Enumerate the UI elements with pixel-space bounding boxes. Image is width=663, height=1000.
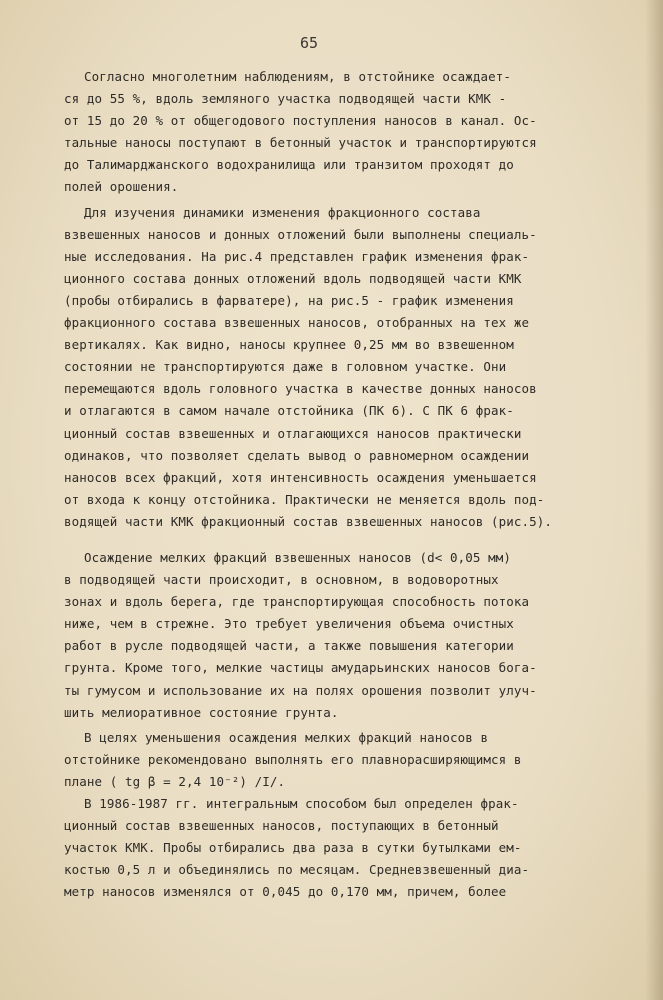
paragraph-1	[64, 66, 624, 199]
text-line: (пробы отбирались в фарватере), на рис.5 - график изменения	[64, 292, 514, 308]
text-line: участок КМК. Пробы отбирались два раза в сутки бутылками ем-	[64, 840, 522, 856]
text-line: ционный состав взвешенных наносов, поступающих в бетонный	[64, 818, 499, 834]
text-line: Согласно многолетним наблюдениям, в отстойнике осаждает-	[84, 69, 512, 84]
text-line: Для изучения динамики изменения фракционного состава	[84, 204, 481, 220]
body-text	[64, 66, 624, 903]
text-line: Осаждение мелких фракций взвешенных наносов (d< 0,05 мм)	[84, 549, 512, 565]
text-line: отстойнике рекомендовано выполнять его плавнорасширяющимся в	[64, 751, 522, 767]
text-line: костью 0,5 л и объединялись по месяцам. Средневзвешенный диа-	[64, 862, 530, 878]
text-line: одинаков, что позволяет сделать вывод о равномерном осаждении	[64, 447, 530, 463]
text-line: фракционного состава взвешенных наносов, отобранных на тех же	[64, 315, 530, 331]
text-line: грунта. Кроме того, мелкие частицы амударьинских наносов бога-	[64, 660, 537, 676]
page-number: 65	[300, 34, 319, 52]
paragraph-2	[64, 202, 624, 533]
text-line: метр наносов изменялся от 0,045 до 0,170 мм, причем, более	[64, 884, 507, 900]
text-line: взвешенных наносов и донных отложений были выполнены специаль-	[64, 226, 537, 242]
paragraph-4	[64, 727, 624, 793]
text-line: шить мелиоративное состояние грунта.	[64, 704, 339, 720]
text-line: ционный состав взвешенных и отлагающихся наносов практически	[64, 425, 522, 441]
text-line: ционного состава донных отложений вдоль подводящей части КМК	[64, 270, 522, 286]
text-line: от входа к концу отстойника. Практически не меняется вдоль под-	[64, 491, 545, 507]
text-line: наносов всех фракций, хотя интенсивность осаждения уменьшается	[64, 469, 537, 485]
text-line: ниже, чем в стрежне. Это требует увеличения объема очистных	[64, 616, 514, 632]
text-line: ся до 55 %, вдоль земляного участка подводящей части КМК -	[64, 91, 507, 107]
text-line: работ в русле подводящей части, а также повышения категории	[64, 638, 514, 654]
text-line: тальные наносы поступают в бетонный участок и транспортируются	[64, 135, 537, 151]
text-line: ты гумусом и использование их на полях орошения позволит улуч-	[64, 682, 537, 698]
text-line: полей орошения.	[64, 179, 179, 195]
text-line: плане ( tg β = 2,4 10⁻²) /I/.	[64, 773, 286, 789]
paragraph-5	[64, 793, 624, 903]
text-line: состоянии не транспортируются даже в головном участке. Они	[64, 359, 507, 375]
text-line: В целях уменьшения осаждения мелких фракций наносов в	[84, 729, 489, 745]
text-line: ные исследования. На рис.4 представлен график изменения фрак-	[64, 248, 530, 264]
text-line: водящей части КМК фракционный состав взвешенных наносов (рис.5).	[64, 513, 553, 529]
text-line: вертикалях. Как видно, наносы крупнее 0,25 мм во взвешенном	[64, 337, 514, 353]
text-line: зонах и вдоль берега, где транспортирующая способность потока	[64, 594, 530, 610]
text-line: от 15 до 20 % от общегодового поступления наносов в канал. Ос-	[64, 113, 537, 129]
text-line: и отлагаются в самом начале отстойника (ПК 6). С ПК 6 фрак-	[64, 403, 514, 419]
text-line: в подводящей части происходит, в основном, в водоворотных	[64, 572, 499, 588]
text-line: до Талимарджанского водохранилища или транзитом проходят до	[64, 157, 514, 173]
text-line: перемещаются вдоль головного участка в качестве донных наносов	[64, 381, 537, 397]
paragraph-3	[64, 547, 624, 724]
text-line: В 1986-1987 гг. интегральным способом был определен фрак-	[84, 796, 519, 811]
